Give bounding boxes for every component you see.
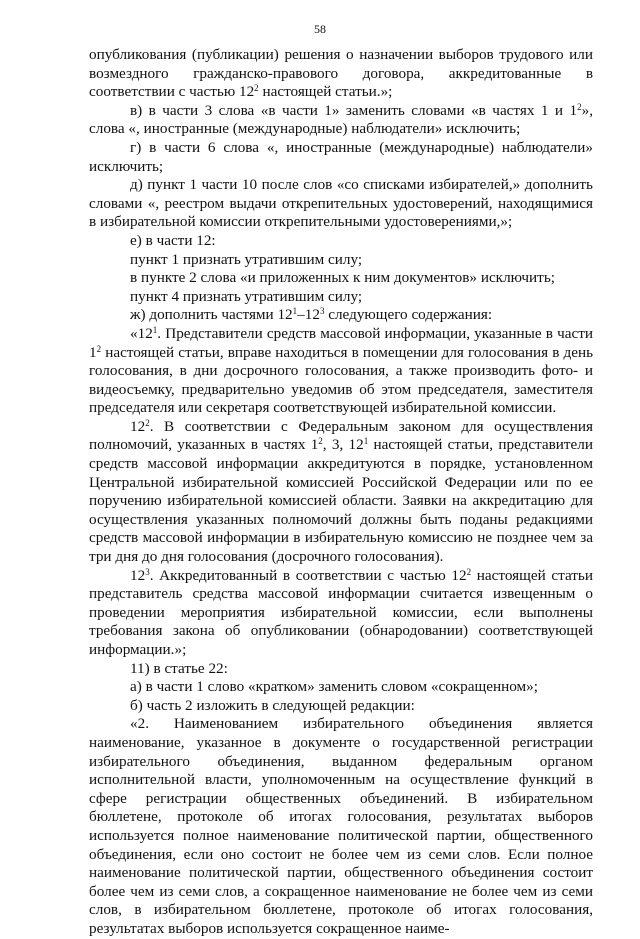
text-run: 11) в статье 22: [130, 659, 228, 677]
superscript: 3 [145, 566, 150, 577]
text-run: 12 [130, 566, 146, 584]
text-run: . В соответствии с Федеральным законом для осуществления полномочий, указанных в частях 1 [89, 417, 593, 454]
document-body [89, 46, 593, 939]
superscript: 2 [318, 436, 323, 447]
superscript: 2 [254, 83, 259, 94]
superscript: 1 [152, 324, 158, 335]
text-run: е) в части 12: [130, 231, 216, 249]
text-run: . Представители средств массовой информации, указанные в части 1 [89, 324, 593, 361]
paragraph [89, 325, 593, 418]
paragraph [89, 288, 593, 307]
text-run: «2. Наименованием избирательного объединения является наименование, указанное в документе о государственной регистрации избирательного объединения, выданном федеральным органом исполнительной власти, уполномоченным на осуществление функций в сфере регистрации общественных объединений. В избирательном бюллетене, протоколе об итогах голосования, результатах выборов используется полное наименование политической партии, общественного объединения, если оно состоит не более чем из семи слов. Если полное наименование политической партии, общественного объединения состоит более чем из семи слов, а сокращенное наименование не более чем из семи слов, в избирательном бюллетене, протоколе об итогах голосования, результатах выборов используется сокращенное наиме- [89, 715, 593, 937]
superscript: 2 [466, 566, 472, 577]
paragraph [89, 102, 593, 139]
text-run: –12 [297, 306, 320, 324]
text-run: », слова «, иностранные (международные) наблюдатели» исключить; [89, 101, 593, 138]
superscript: 1 [363, 436, 369, 447]
text-run: б) часть 2 изложить в следующей редакции: [130, 696, 415, 714]
text-run: , 3, 12 [322, 436, 364, 454]
text-run: настоящей статьи представитель средства массовой информации считается извещенным о проведении мероприятия избирательной комиссии, если выполнены требования закона об опубликовании (обнародовании) соответствующей информации.»; [89, 566, 593, 658]
text-run: в) в части 3 слова «в части 1» заменить словами «в частях 1 и 1 [130, 101, 578, 119]
text-run: настоящей статьи.»; [258, 83, 393, 101]
paragraph [89, 46, 593, 102]
text-run: пункт 4 признать утратившим силу; [130, 287, 363, 305]
paragraph [89, 660, 593, 679]
paragraph [89, 715, 593, 938]
paragraph [89, 697, 593, 716]
paragraph [89, 139, 593, 176]
paragraph [89, 567, 593, 660]
text-run: следующего содержания: [324, 306, 493, 324]
text-run: настоящей статьи, вправе находиться в помещении для голосования в день голосования, в дни досрочного голосования, а также производить фото- и видеосъемку, предварительно уведомив об этом председателя, заместителя председателя или секретаря соответствующей избирательной комиссии. [89, 343, 593, 417]
text-run: г) в части 6 слова «, иностранные (международные) наблюдатели» исключить; [89, 138, 593, 175]
paragraph [89, 232, 593, 251]
text-run: в пункте 2 слова «и приложенных к ним документов» исключить; [130, 269, 555, 287]
text-run: . Аккредитованный в соответствии с частью 12 [149, 566, 467, 584]
paragraph [89, 418, 593, 567]
text-run: настоящей статьи, представители средств массовой информации аккредитуются в порядке, установленном Центральной избирательной комиссией Российской Федерации или по ее поручению избирательной комиссией области. Заявки на аккредитацию для осуществления указанных полномочий должны быть поданы редакциями средств массовой информации в избирательную комиссию не позднее чем за три дня до дня голосования (досрочного голосования). [89, 436, 594, 566]
superscript: 2 [145, 417, 150, 428]
paragraph [89, 306, 593, 325]
paragraph [89, 269, 593, 288]
text-run: ж) дополнить частями 12 [130, 306, 293, 324]
page-number: 58 [314, 22, 326, 36]
paragraph [89, 176, 593, 232]
text-run: 12 [130, 417, 146, 435]
paragraph [89, 678, 593, 697]
paragraph [89, 251, 593, 270]
superscript: 1 [292, 306, 298, 317]
superscript: 2 [577, 101, 582, 112]
superscript: 2 [96, 343, 102, 354]
text-run: д) пункт 1 части 10 после слов «со списками избирателей,» дополнить словами «, реестром выдачи открепительных удостоверений, находящимися в избирательной комиссии открепительными удостоверениями,»; [89, 176, 593, 231]
text-run: пункт 1 признать утратившим силу; [130, 250, 363, 268]
superscript: 3 [319, 306, 325, 317]
text-run: а) в части 1 слово «кратком» заменить словом «сокращенном»; [130, 678, 538, 696]
text-run: опубликования (публикации) решения о назначении выборов трудового или возмездного гражданско-правового договора, аккредитованные в соответствии с частью 12 [89, 46, 593, 101]
text-run: «12 [130, 324, 153, 342]
